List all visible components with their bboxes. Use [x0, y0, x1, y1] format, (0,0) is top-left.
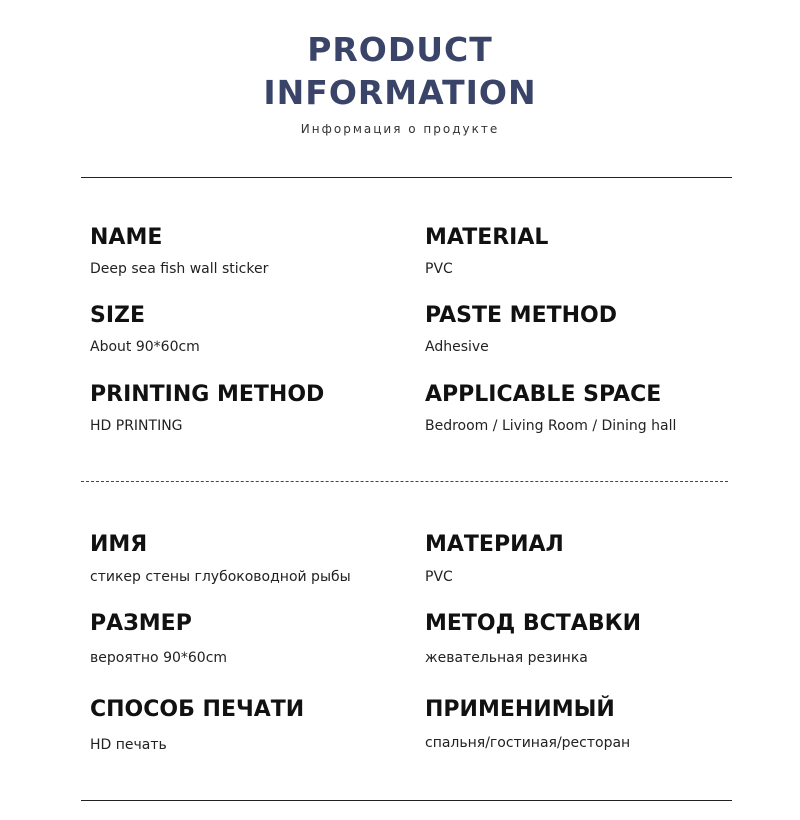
paste-method-value-ru: жевательная резинка [425, 650, 588, 666]
material-label: MATERIAL [425, 225, 549, 250]
name-label-ru: ИМЯ [90, 532, 148, 557]
material-label-ru: МАТЕРИАЛ [425, 532, 564, 557]
size-label: SIZE [90, 303, 146, 328]
size-value-ru: вероятно 90*60cm [90, 650, 228, 666]
printing-method-value-ru: HD печать [90, 737, 167, 753]
page-subtitle: Информация о продукте [300, 122, 500, 136]
size-value: About 90*60cm [90, 339, 200, 355]
name-value: Deep sea fish wall sticker [90, 261, 269, 277]
paste-method-label: PASTE METHOD [425, 303, 617, 328]
name-label: NAME [90, 225, 163, 250]
material-value-ru: PVC [425, 569, 453, 585]
applicable-space-value: Bedroom / Living Room / Dining hall [425, 418, 677, 434]
name-value-ru: стикер стены глубоководной рыбы [90, 569, 351, 585]
top-divider [81, 177, 732, 178]
printing-method-label-ru: СПОСОБ ПЕЧАТИ [90, 697, 305, 722]
page-title-line-2: INFORMATION [263, 73, 537, 112]
printing-method-label: PRINTING METHOD [90, 382, 325, 407]
section-divider [81, 481, 728, 482]
printing-method-value: HD PRINTING [90, 418, 183, 434]
paste-method-value: Adhesive [425, 339, 489, 355]
applicable-space-label-ru: ПРИМЕНИМЫЙ [425, 697, 615, 722]
size-label-ru: РАЗМЕР [90, 611, 192, 636]
applicable-space-value-ru: спальня/гостиная/ресторан [425, 735, 631, 751]
material-value: PVC [425, 261, 453, 277]
applicable-space-label: APPLICABLE SPACE [425, 382, 662, 407]
page-title-line-1: PRODUCT [307, 30, 493, 69]
bottom-divider [81, 800, 732, 801]
paste-method-label-ru: МЕТОД ВСТАВКИ [425, 611, 641, 636]
